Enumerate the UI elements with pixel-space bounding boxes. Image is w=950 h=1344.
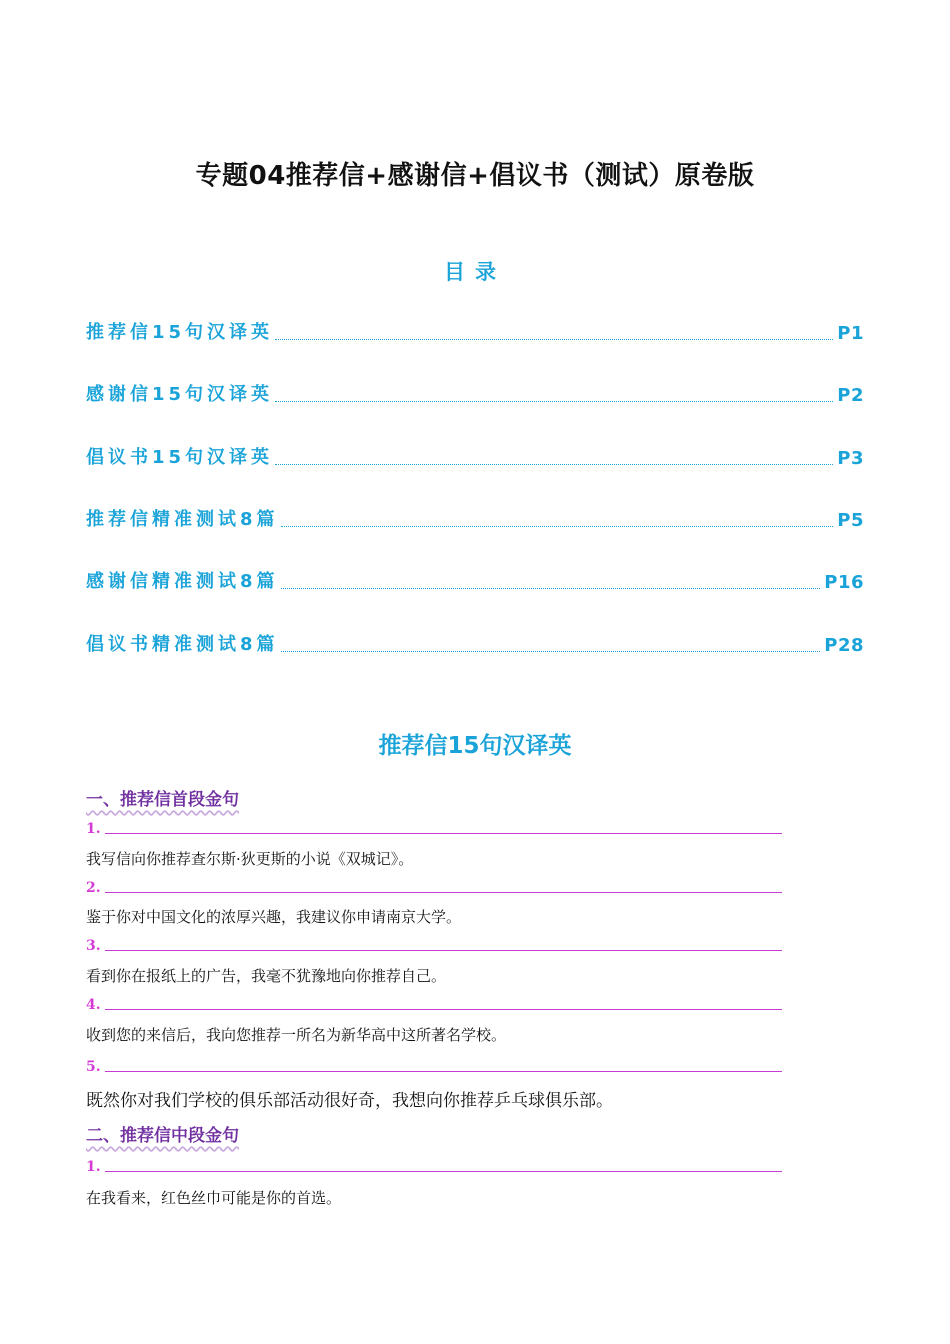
toc-entry-label: 倡议书15句汉译英 bbox=[86, 447, 274, 468]
toc-leader-dots bbox=[275, 400, 833, 402]
toc-leader-dots bbox=[281, 650, 821, 652]
toc-entry-label: 推荐信精准测试8篇 bbox=[86, 509, 279, 530]
toc-heading: 目录 bbox=[444, 260, 506, 284]
page-title: 专题04推荐信+感谢信+倡议书（测试）原卷版 bbox=[195, 161, 755, 191]
toc-entry[interactable] bbox=[86, 505, 864, 531]
toc-entry-label: 感谢信精准测试8篇 bbox=[86, 571, 279, 592]
toc-entry[interactable] bbox=[86, 318, 864, 344]
answer-line[interactable] bbox=[86, 934, 782, 954]
toc-entry[interactable] bbox=[86, 443, 864, 469]
item-number: 1. bbox=[86, 1159, 101, 1175]
prompt-sentence: 既然你对我们学校的俱乐部活动很好奇，我想向你推荐乒乓球俱乐部。 bbox=[86, 1091, 613, 1111]
item-number: 1. bbox=[86, 821, 101, 837]
section-title: 推荐信15句汉译英 bbox=[378, 733, 572, 759]
toc-entry-page: P2 bbox=[837, 385, 864, 406]
prompt-sentence: 鉴于你对中国文化的浓厚兴趣，我建议你申请南京大学。 bbox=[86, 908, 462, 926]
answer-line[interactable] bbox=[86, 1155, 782, 1175]
toc-entry-label: 感谢信15句汉译英 bbox=[86, 384, 274, 405]
toc-leader-dots bbox=[275, 463, 833, 465]
item-number: 2. bbox=[86, 880, 101, 896]
answer-line[interactable] bbox=[86, 817, 782, 837]
toc-entry[interactable] bbox=[86, 630, 864, 656]
answer-line[interactable] bbox=[86, 876, 782, 896]
answer-blank bbox=[105, 1071, 782, 1072]
answer-blank bbox=[105, 950, 782, 951]
toc-leader-dots bbox=[281, 587, 821, 589]
toc-entry[interactable] bbox=[86, 567, 864, 593]
answer-line[interactable] bbox=[86, 1055, 782, 1075]
sub-heading-part1: 一、推荐信首段金句 bbox=[86, 790, 239, 810]
toc-entry-label: 推荐信15句汉译英 bbox=[86, 322, 274, 343]
item-number: 5. bbox=[86, 1059, 101, 1075]
prompt-sentence: 我写信向你推荐查尔斯·狄更斯的小说《双城记》。 bbox=[86, 850, 414, 868]
toc-entry-page: P3 bbox=[837, 448, 864, 469]
answer-blank bbox=[105, 833, 782, 834]
prompt-sentence: 看到你在报纸上的广告，我毫不犹豫地向你推荐自己。 bbox=[86, 967, 447, 985]
sub-heading-part2: 二、推荐信中段金句 bbox=[86, 1126, 239, 1146]
toc-leader-dots bbox=[281, 525, 834, 527]
answer-blank bbox=[105, 892, 782, 893]
toc-entry-page: P1 bbox=[837, 323, 864, 344]
answer-blank bbox=[105, 1009, 782, 1010]
item-number: 4. bbox=[86, 997, 101, 1013]
prompt-sentence: 在我看来，红色丝巾可能是你的首选。 bbox=[86, 1189, 342, 1207]
toc-entry-page: P5 bbox=[837, 510, 864, 531]
toc-entry-page: P28 bbox=[824, 635, 864, 656]
item-number: 3. bbox=[86, 938, 101, 954]
toc-entry-page: P16 bbox=[824, 572, 864, 593]
toc-leader-dots bbox=[275, 338, 833, 340]
answer-line[interactable] bbox=[86, 993, 782, 1013]
toc-entry-label: 倡议书精准测试8篇 bbox=[86, 634, 279, 655]
prompt-sentence: 收到您的来信后，我向您推荐一所名为新华高中这所著名学校。 bbox=[86, 1026, 507, 1044]
toc-entry[interactable] bbox=[86, 380, 864, 406]
answer-blank bbox=[105, 1171, 782, 1172]
